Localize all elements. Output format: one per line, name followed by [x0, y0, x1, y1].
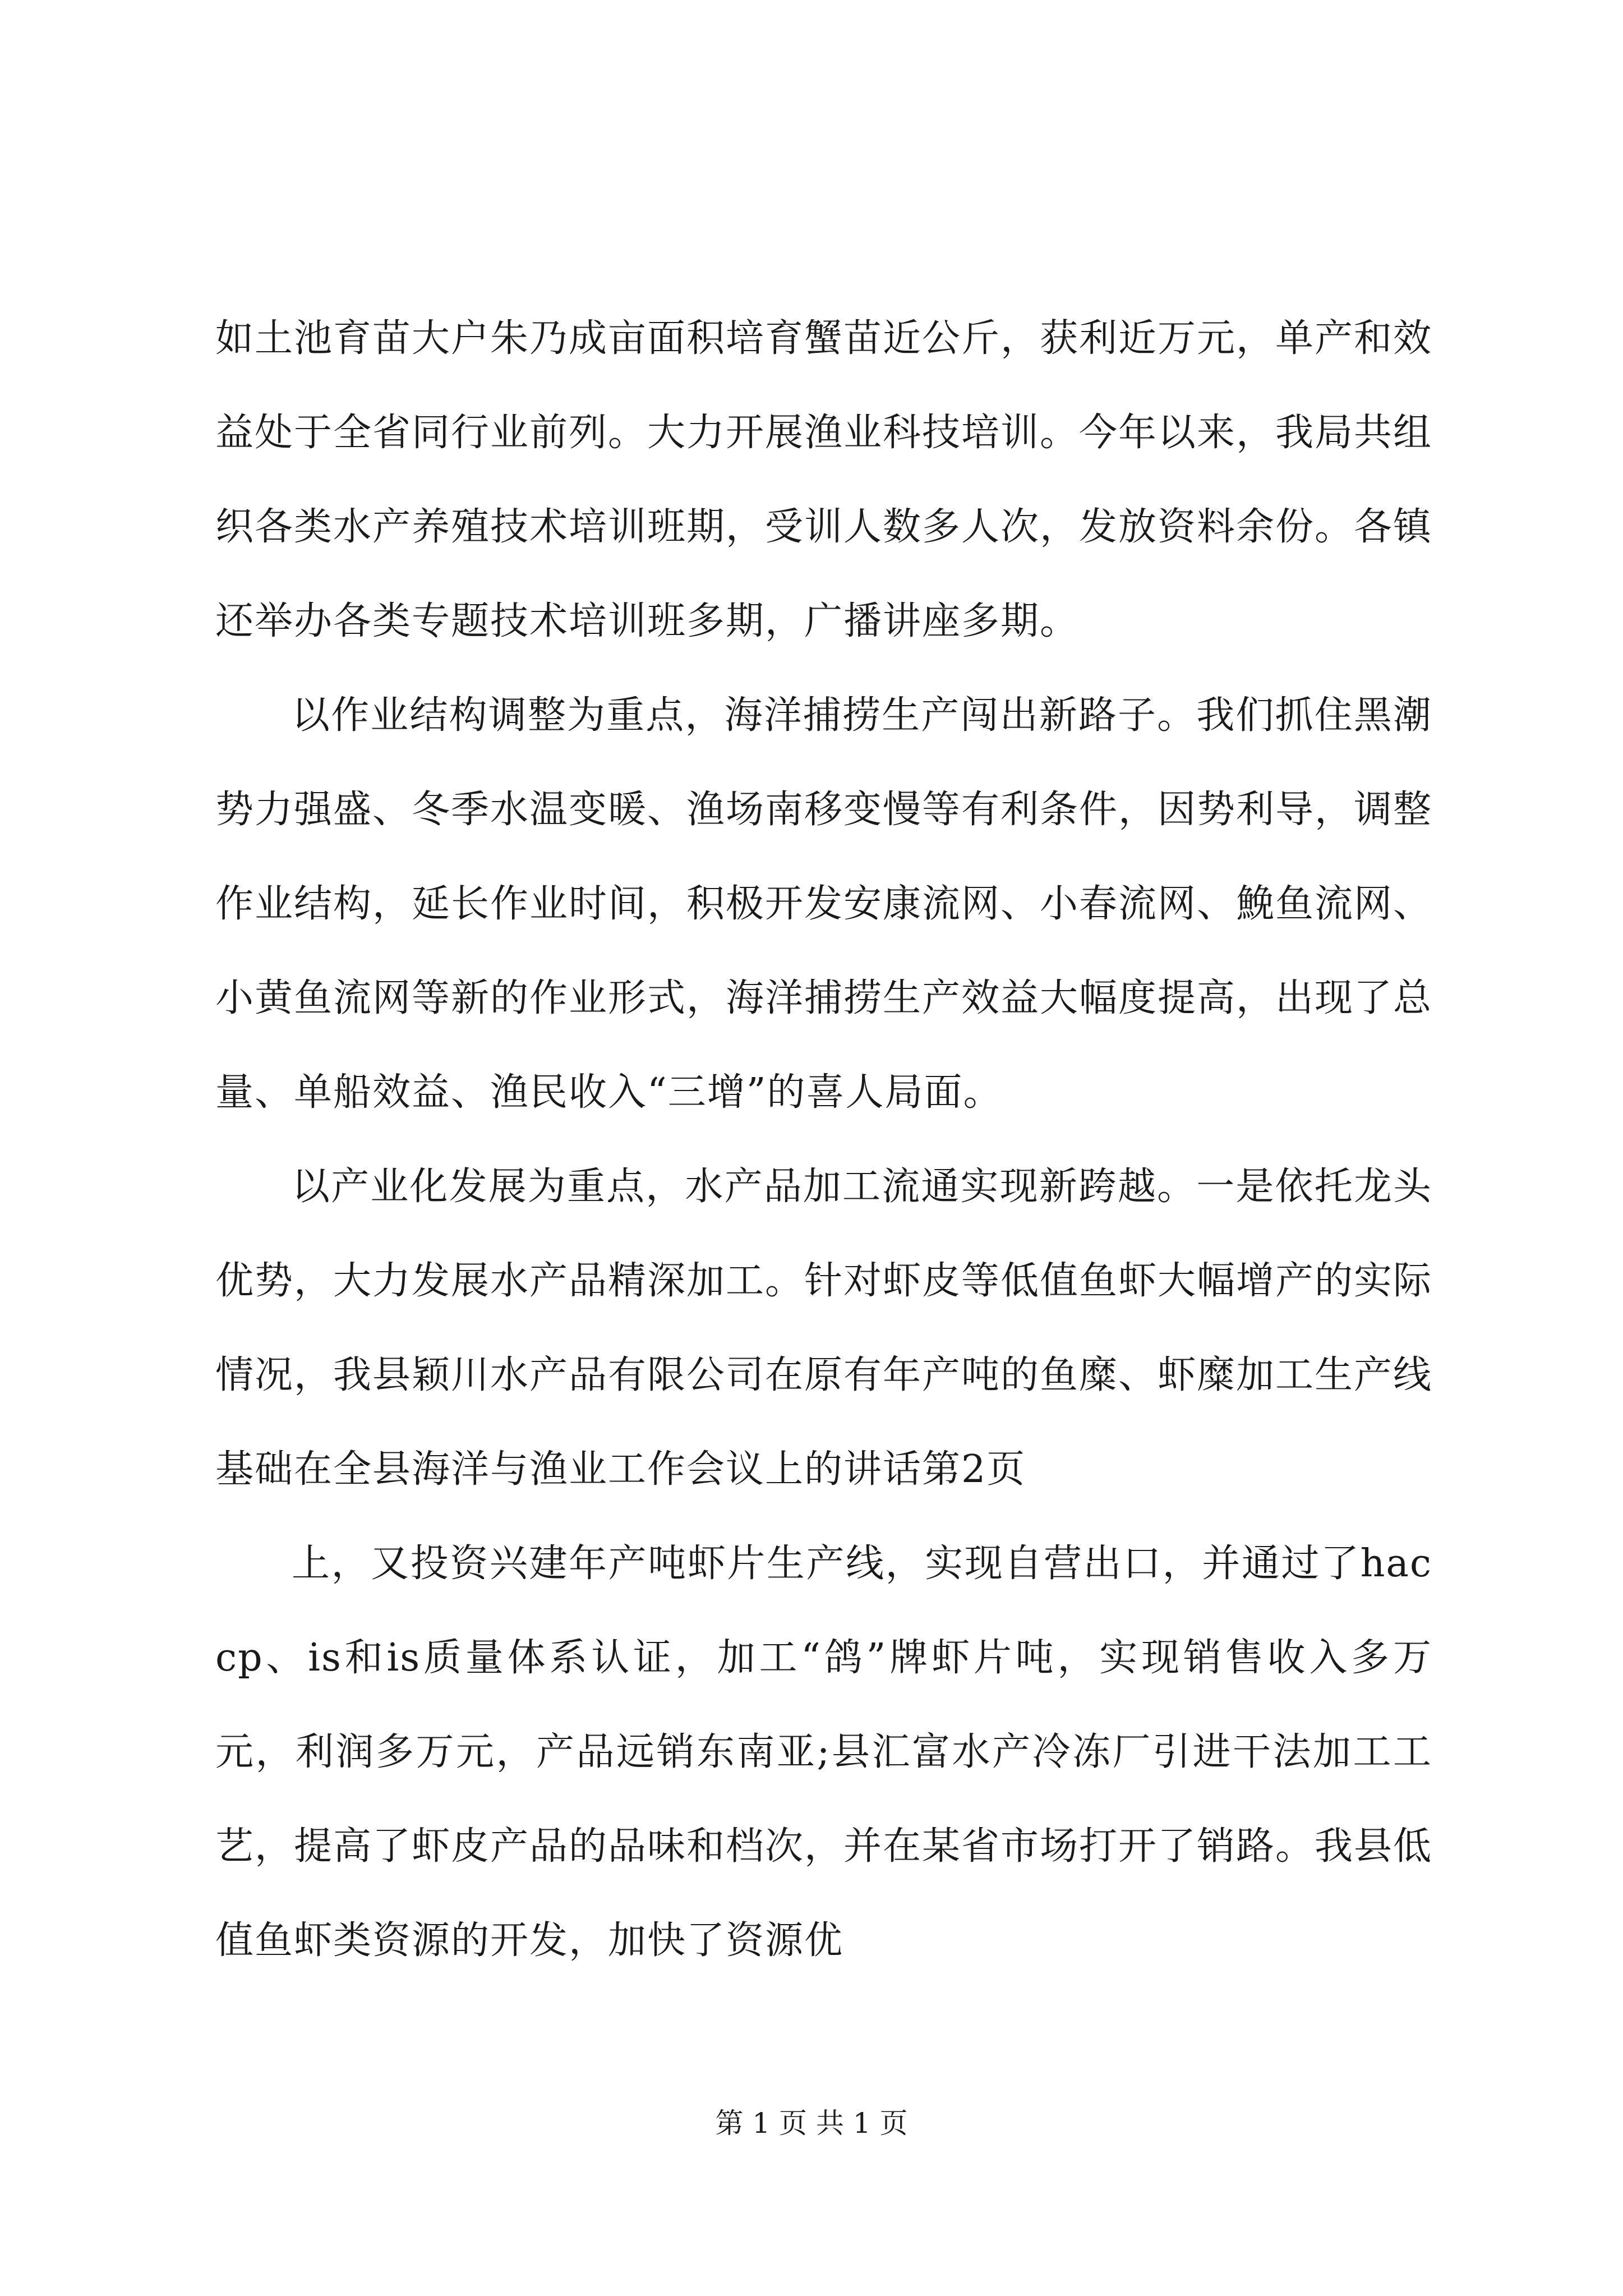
page-number-footer: 第 1 页 共 1 页 [715, 2107, 908, 2139]
paragraph-4: 上，又投资兴建年产吨虾片生产线，实现自营出口，并通过了haccp、is和is质量体系认证，加工“鸽”牌虾片吨，实现销售收入多万元，利润多万元，产品远销东南亚;县汇富水产冷冻厂引进干法加工工艺，提高了虾皮产品的品味和档次，并在某省市场打开了销路。我县低值鱼虾类资源的开发，加快了资源优 [215, 1542, 1433, 1963]
paragraph-3: 以产业化发展为重点，水产品加工流通实现新跨越。一是依托龙头优势，大力发展水产品精深加工。针对虾皮等低值鱼虾大幅增产的实际情况，我县颖川水产品有限公司在原有年产吨的鱼糜、虾糜加工生产线基础在全县海洋与渔业工作会议上的讲话第2页 [215, 1165, 1433, 1492]
paragraph-1: 如土池育苗大户朱乃成亩面积培育蟹苗近公斤，获利近万元，单产和效益处于全省同行业前列。大力开展渔业科技培训。今年以来，我局共组织各类水产养殖技术培训班期，受训人数多人次，发放资料余份。各镇还举办各类专题技术培训班多期，广播讲座多期。 [215, 316, 1433, 643]
paragraph-2: 以作业结构调整为重点，海洋捕捞生产闯出新路子。我们抓住黑潮势力强盛、冬季水温变暖、渔场南移变慢等有利条件，因势利导，调整作业结构，延长作业时间，积极开发安康流网、小春流网、鮸鱼流网、小黄鱼流网等新的作业形式，海洋捕捞生产效益大幅度提高，出现了总量、单船效益、渔民收入“三增”的喜人局面。 [215, 693, 1433, 1115]
document-body [215, 292, 1432, 1988]
